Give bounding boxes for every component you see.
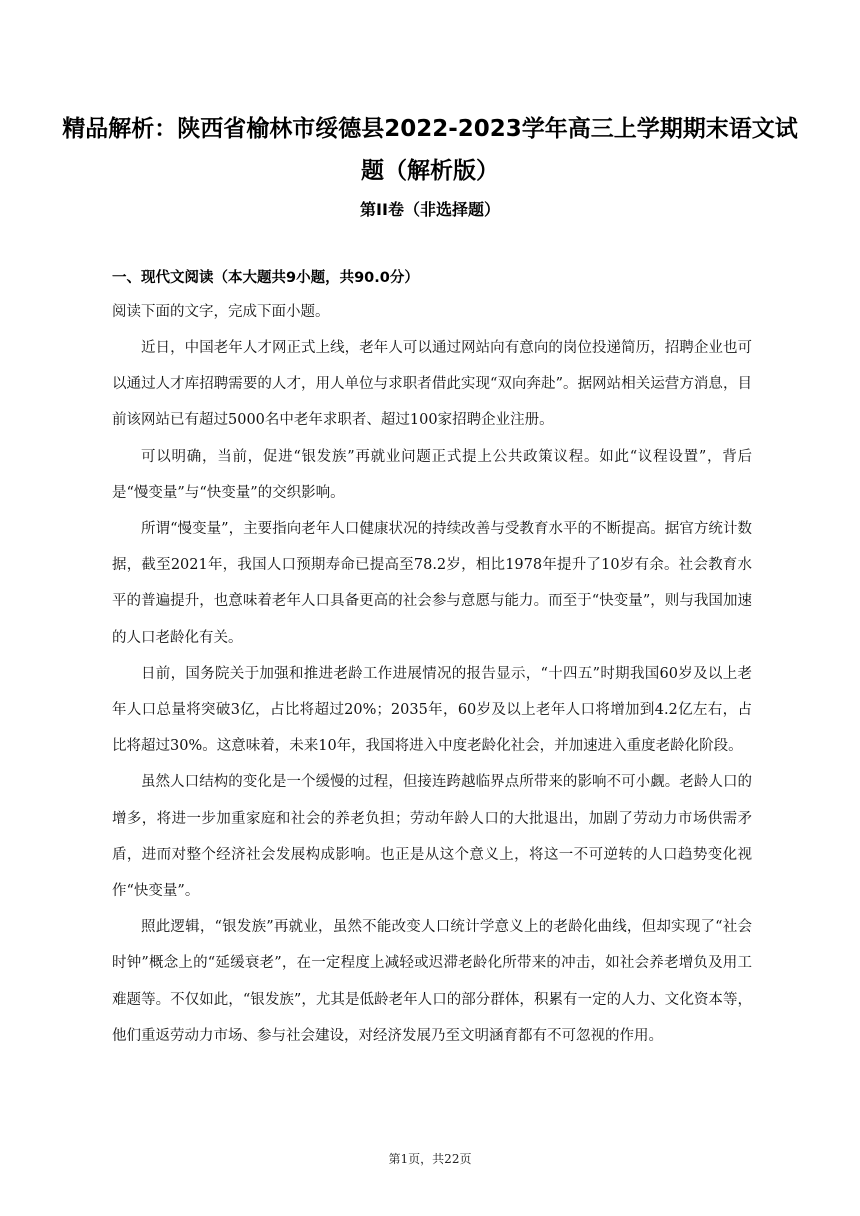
paragraph: 近日，中国老年人才网正式上线，老年人可以通过网站向有意向的岗位投递简历，招聘企业也可以通过人才库招聘需要的人才，用人单位与求职者借此实现“双向奔赴”。据网站相关运营方消息，目前该网站已有超过5000名中老年求职者、超过100家招聘企业注册。 [112,340,752,429]
page-footer: 第1页，共22页 [388,1152,472,1166]
paragraph: 可以明确，当前，促进“银发族”再就业问题正式提上公共政策议程。如此“议程设置”，背后是“慢变量”与“快变量”的交织影响。 [112,448,752,501]
paragraph: 虽然人口结构的变化是一个缓慢的过程，但接连跨越临界点所带来的影响不可小觑。老龄人口的增多，将进一步加重家庭和社会的养老负担；劳动年龄人口的大批退出，加剧了劳动力市场供需矛盾，进而对整个经济社会发展构成影响。也正是从这个意义上，将这一不可逆转的人口趋势变化视作“快变量”。 [112,774,752,900]
document-title: 精品解析：陕西省榆林市绥德县2022-2023学年高三上学期期末语文试题（解析版） [62,116,798,184]
paragraph: 日前，国务院关于加强和推进老龄工作进展情况的报告显示，“十四五”时期我国60岁及以上老年人口总量将突破3亿，占比将超过20%；2035年，60岁及以上老年人口将增加到4.2亿左右，占比将超过30%。这意味着，未来10年，我国将进入中度老龄化社会，并加速进入重度老龄化阶段。 [112,665,752,755]
paragraph: 所谓“慢变量”，主要指向老年人口健康状况的持续改善与受教育水平的不断提高。据官方统计数据，截至2021年，我国人口预期寿命已提高至78.2岁，相比1978年提升了10岁有余。社会教育水平的普遍提升，也意味着老年人口具备更高的社会参与意愿与能力。而至于“快变量”，则与我国加速的人口老龄化有关。 [112,521,752,646]
reading-instruction: 阅读下面的文字，完成下面小题。 [112,304,330,320]
section-heading: 一、现代文阅读（本大题共9小题，共90.0分） [112,270,419,286]
paragraph: 照此逻辑，“银发族”再就业，虽然不能改变人口统计学意义上的老龄化曲线，但却实现了“社会时钟”概念上的“延缓衰老”，在一定程度上减轻或迟滞老龄化所带来的冲击，如社会养老增负及用工难题等。不仅如此，“银发族”，尤其是低龄老年人口的部分群体，积累有一定的人力、文化资本等，他们重返劳动力市场、参与社会建设，对经济发展乃至文明涵育都有不可忽视的作用。 [112,919,752,1044]
document-subtitle: 第II卷（非选择题） [360,200,500,219]
passage-body [112,330,752,1054]
